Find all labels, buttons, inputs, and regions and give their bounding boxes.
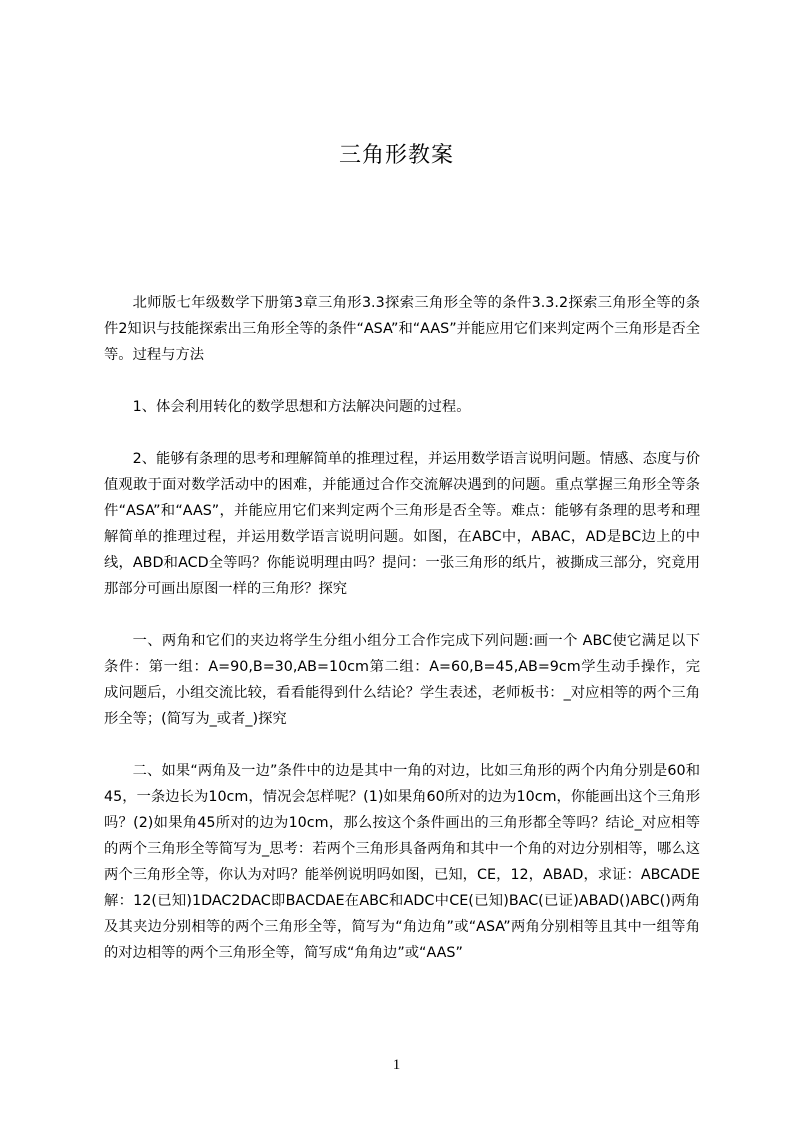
document-body (104, 290, 700, 1030)
paragraph-explore-aas: 二、如果“两角及一边”条件中的边是其中一角的对边，比如三角形的两个内角分别是60和45，一条边长为10cm，情况会怎样呢？(1)如果角60所对的边为10cm，你能画出这个三角形吗？(2)如果角45所对的边为10cm，那么按这个条件画出的三角形都全等吗？结论_对应相等的两个三角形全等简写为_思考：若两个三角形具备两角和其中一个角的对边分别相等，哪么这两个三角形全等，你认为对吗？能举例说明吗如图，已知，CE，12，ABAD，求证：ABCADE解：12(已知)1DAC2DAC即BACDAE在ABC和ADC中CE(已知)BAC(已证)ABAD()ABC()两角及其夹边分别相等的两个三角形全等，简写为“角边角”或“ASA”两角分别相等且其中一组等角的对边相等的两个三角形全等，简写成“角角边”或“AAS” (104, 763, 700, 961)
paragraph-intro: 北师版七年级数学下册第3章三角形3.3探索三角形全等的条件3.3.2探索三角形全等的条件2知识与技能探索出三角形全等的条件“ASA”和“AAS”并能应用它们来判定两个三角形是否全等。过程与方法 (104, 295, 700, 363)
document-title: 三角形教案 (338, 143, 454, 168)
page-number: 1 (392, 1057, 401, 1073)
paragraph-explore-asa: 一、两角和它们的夹边将学生分组小组分工合作完成下列问题:画一个 ABC使它满足以下条件：第一组：A=90,B=30,AB=10cm第二组：A=60,B=45,AB=9cm学生动手操作，完成问题后，小组交流比较，看看能得到什么结论？学生表述，老师板书：_对应相等的两个三角形全等；(简写为_或者_)探究 (104, 633, 700, 727)
paragraph-objective-1: 1、体会利用转化的数学思想和方法解决问题的过程。 (132, 399, 471, 415)
paragraph-objective-2: 2、能够有条理的思考和理解简单的推理过程，并运用数学语言说明问题。情感、态度与价值观敢于面对数学活动中的困难，并能通过合作交流解决遇到的问题。重点掌握三角形全等条件“ASA”和“AAS”，并能应用它们来判定两个三角形是否全等。难点：能够有条理的思考和理解简单的推理过程，并运用数学语言说明问题。如图，在ABC中，ABAC，AD是BC边上的中线，ABD和ACD全等吗？你能说明理由吗？提问：一张三角形的纸片，被撕成三部分，究竟用那部分可画出原图一样的三角形？探究 (104, 451, 700, 597)
